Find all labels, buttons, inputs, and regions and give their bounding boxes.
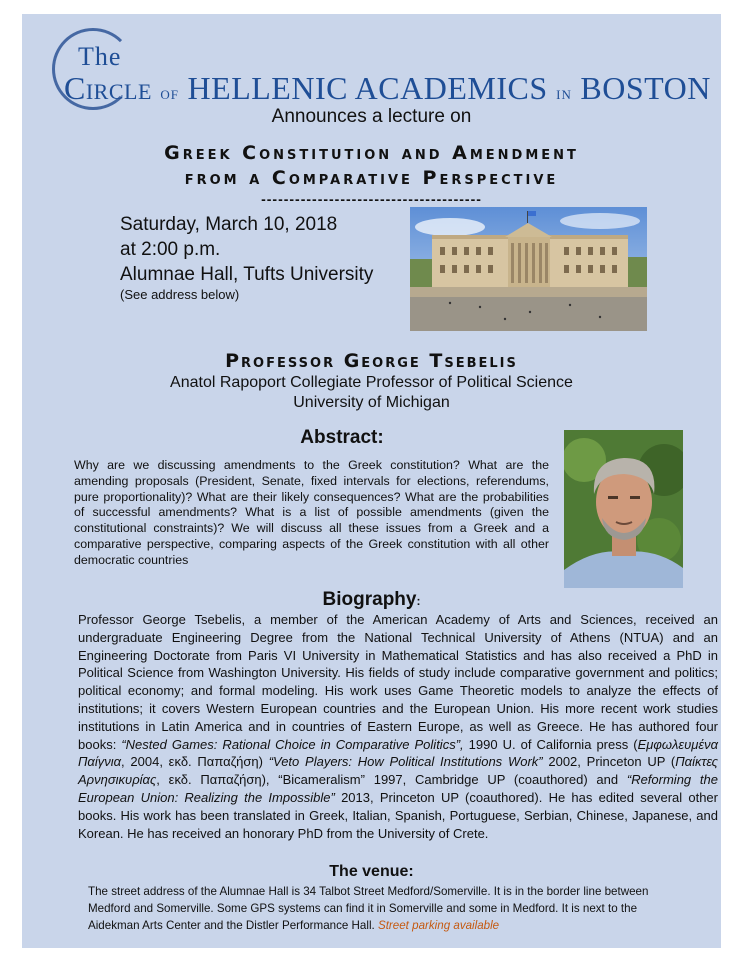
bio-book-3: “Reforming the European Union: Realizing the Impossible” — [78, 772, 718, 805]
event-place: Alumnae Hall, Tufts University — [120, 264, 374, 285]
biography-heading-colon: : — [416, 594, 421, 608]
parking-note: Street parking available — [377, 919, 500, 932]
venue-address: The street address of the Alumnae Hall is 34 Talbot Street Medford/Somerville. It is in the border line between Medford and Somerville. Some GPS systems can find it in Somerville and some in Medford. It is next to the Aidekman Arts Center and the Distler Performance Hall. — [88, 885, 649, 932]
speaker-institution: University of Michigan — [293, 394, 450, 411]
bio-part-2: 1990 U. of California press ( — [463, 736, 638, 752]
logo-the: The — [78, 42, 122, 71]
logo-hellenic: HELLENIC ACADEMICS — [187, 70, 548, 106]
poster — [22, 14, 721, 948]
event-details — [120, 212, 373, 303]
venue-text — [88, 883, 688, 934]
speaker-name: Professor George Tsebelis — [225, 350, 518, 372]
logo-boston: BOSTON — [580, 70, 711, 106]
biography-heading — [22, 589, 721, 611]
bio-part-4: 2002, Princeton UP ( — [542, 754, 676, 770]
bio-book-1: “Nested Games: Rational Choice in Comparative Politics”, — [121, 736, 464, 752]
abstract-text: Why are we discussing amendments to the Greek constitution? What are the amending proposals (President, Senate, fixed intervals for elections, referendums, pure proportionality)? What are their likely consequences? What are the probabilities of successful amendments? What is a list of possible amendments (given the constitutional constraints)? We will discuss all these issues from a Greek and a comparative perspective, comparing aspects of the Greek constitution with all other democratic countries — [74, 458, 549, 567]
bio-part-6: 2013, Princeton UP (coauthored). He has edited several other books. His work has been translated in Greek, Italian, Spanish, Portuguese, Serbian, Chinese, Japanese, and Korean. He has received an honorary PhD from the University of Crete. — [78, 789, 718, 841]
bio-part-1: Professor George Tsebelis, a member of the American Academy of Arts and Sciences, received an undergraduate Engineering Degree from the National Technical University of Athens (NTUA) and an Engineering Doctorate from Paris VI University in Mathematical Statistics and has also received a PhD in Political Science from Washington University. His fields of study include comparative government and politics; political economy; and formal modeling. His work uses Game Theoretic models to analyze the effects of institutions; it covers Western European countries and the European Union. His more recent work studies institutions in Latin America and in countries of Eastern Europe, as well as Greece. He has authored four books: — [78, 612, 718, 752]
lecture-title-line-1: Greek Constitution and Amendment — [164, 142, 579, 164]
bio-part-5: , εκδ. Παπαζήση), “Bicameralism” 1997, Cambridge UP (coauthored) and — [156, 772, 627, 788]
biography-heading-text: Biography — [322, 589, 417, 610]
event-note: (See address below) — [120, 287, 240, 302]
speaker-affiliation — [22, 373, 721, 413]
venue-heading: The venue: — [329, 863, 414, 880]
bio-book-2: “Veto Players: How Political Institutions Work” — [268, 754, 543, 770]
bio-book-2-greek: Παίκτες Αρνησικυρίας — [78, 754, 719, 788]
event-time: at 2:00 p.m. — [120, 239, 221, 260]
bio-part-3: , 2004, εκδ. Παπαζήση) — [121, 754, 269, 770]
speaker-portrait — [564, 430, 683, 588]
logo-circle: Circle — [64, 70, 152, 106]
parliament-photo — [410, 207, 647, 331]
event-date: Saturday, March 10, 2018 — [120, 214, 338, 235]
announcement: Announces a lecture on — [271, 106, 472, 127]
speaker-position: Anatol Rapoport Collegiate Professor of Political Science — [170, 374, 573, 391]
bio-book-1-greek: Εμφωλευμένα Παίγνια — [78, 736, 718, 770]
biography-text — [78, 611, 718, 842]
lecture-title-line-2: from a Comparative Perspective — [184, 167, 559, 189]
logo-in: in — [556, 83, 572, 104]
logo-of: of — [160, 83, 180, 104]
divider-dashes: --------------------------------------- — [261, 191, 482, 207]
abstract-heading: Abstract: — [300, 427, 384, 448]
